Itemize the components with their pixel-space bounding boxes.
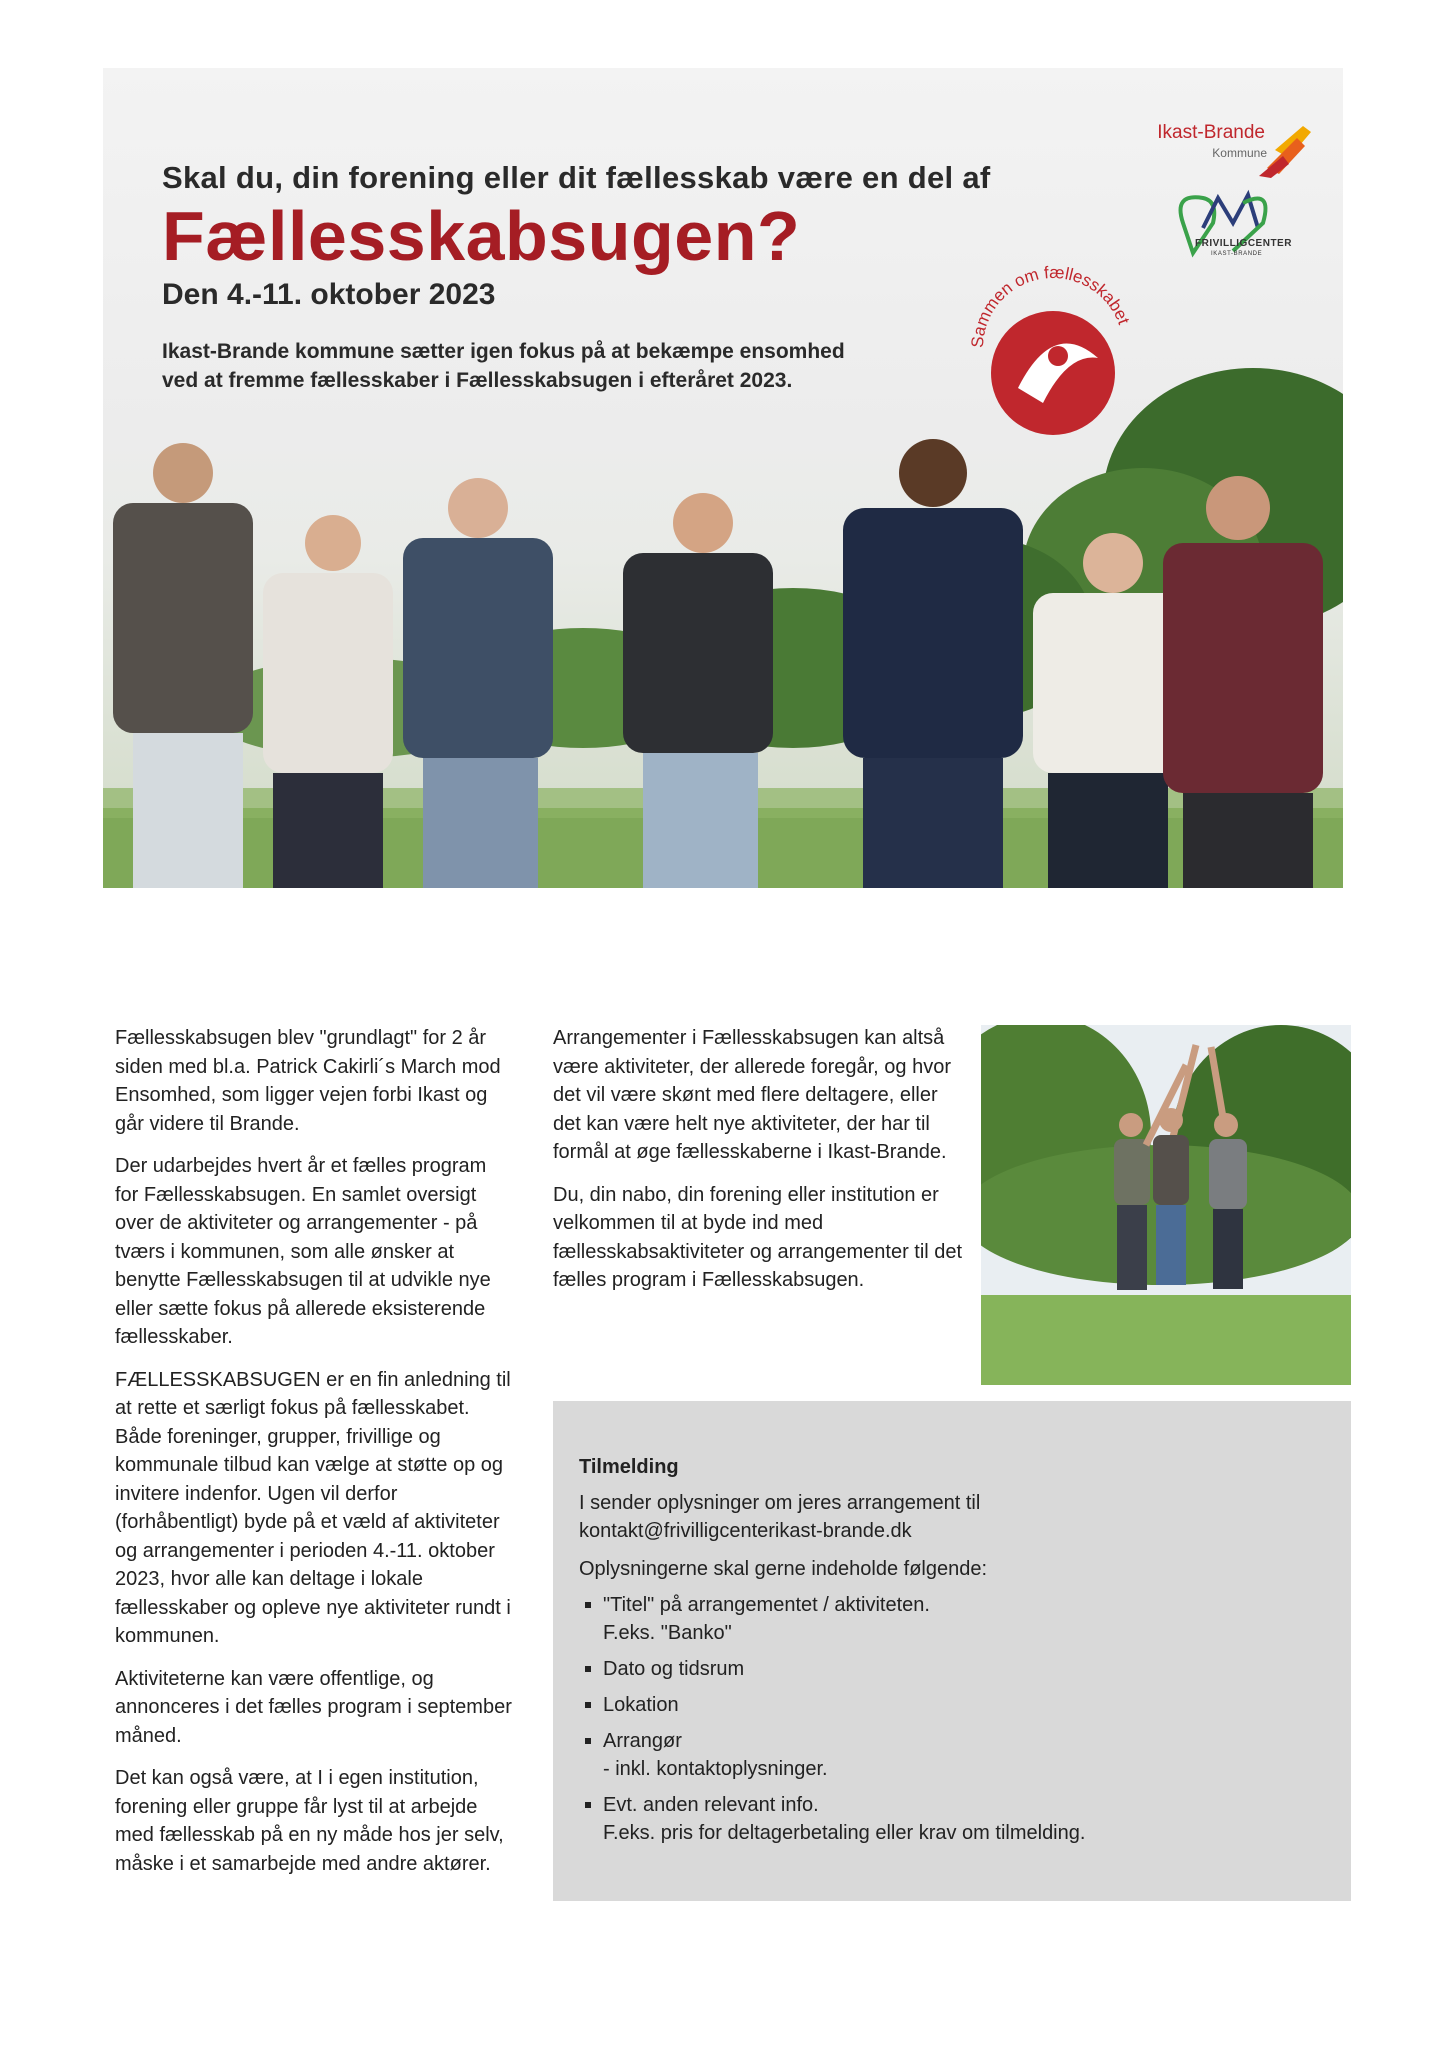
middle-paragraph: Arrangementer i Fællesskabsugen kan altså være aktiviteter, der allerede foregår, og hvor det vil være skønt med flere deltagere, eller det kan være helt nye aktiviteter, der har til formål at øge fællesskaberne i Ikast-Brande.	[553, 1027, 951, 1163]
bullet-icon	[585, 1802, 591, 1808]
signup-item-sub: - inkl. kontaktoplysninger.	[603, 1758, 828, 1780]
frivilligcenter-name: FRIVILLIGCENTER	[1195, 238, 1292, 249]
signup-item-main: Dato og tidsrum	[603, 1658, 745, 1680]
left-paragraph: Det kan også være, at I i egen institution, forening eller gruppe får lyst til at arbejde med fællesskab på en ny måde hos jer selv, måske i et samarbejde med andre aktører.	[115, 1767, 504, 1875]
bullet-icon	[585, 1738, 591, 1744]
signup-content	[579, 1453, 1319, 1855]
middle-paragraph: Du, din nabo, din forening eller institution er velkommen til at byde ind med fællesskabsaktiviteter og arrangementer til det fælles program i Fællesskabsugen.	[553, 1183, 963, 1291]
signup-item-sub: F.eks. "Banko"	[603, 1622, 732, 1644]
left-paragraph: Fællesskabsugen blev "grundlagt" for 2 år siden med bl.a. Patrick Cakirli´s March mod Ensomhed, som ligger vejen forbi Ikast og går videre til Brande.	[115, 1027, 501, 1135]
hero-intro-line-1: Ikast-Brande kommune sætter igen fokus på at bekæmpe ensomhed	[162, 340, 845, 363]
ikast-brande-sub: Kommune	[1212, 146, 1267, 160]
signup-list-item	[579, 1655, 1319, 1683]
left-paragraph: FÆLLESSKABSUGEN er en fin anledning til at rette et særligt fokus på fællesskabet. Både foreninger, grupper, frivillige og kommunale tilbud kan vælge at støtte op og invitere indenfor. Ugen vil derfor (forhåbentligt) byde på et væld af aktiviteter og arrangementer i perioden 4.-11. oktober 2023, hvor alle kan deltage i lokale fællesskaber og opleve nye aktiviteter rundt i kommunen.	[115, 1368, 511, 1647]
signup-box	[553, 1401, 1351, 1901]
left-paragraph: Aktiviteterne kan være offentlige, og annonceres i det fælles program i september måned.	[115, 1667, 512, 1747]
signup-item-main: "Titel" på arrangementet / aktiviteten.	[603, 1594, 930, 1616]
signup-list-item	[579, 1691, 1319, 1719]
signup-title: Tilmelding	[579, 1456, 679, 1478]
jumping-friends-photo	[981, 1025, 1351, 1385]
signup-item-main: Evt. anden relevant info.	[603, 1794, 819, 1816]
hero-kicker: Skal du, din forening eller dit fællesskab være en del af	[162, 160, 991, 195]
signup-email[interactable]: kontakt@frivilligcenterikast-brande.dk	[579, 1520, 912, 1542]
hero-banner	[103, 68, 1343, 888]
signup-item-main: Lokation	[603, 1694, 679, 1716]
middle-column	[553, 1024, 963, 1309]
ikast-brande-name: Ikast-Brande	[1157, 122, 1265, 143]
hero-dates: Den 4.-11. oktober 2023	[162, 278, 496, 311]
bullet-icon	[585, 1602, 591, 1608]
sammen-logo	[958, 238, 1148, 438]
sammen-logo-text: Sammen om fællesskabet	[967, 262, 1134, 349]
bullet-icon	[585, 1702, 591, 1708]
signup-list-item	[579, 1591, 1319, 1647]
signup-list-item	[579, 1727, 1319, 1783]
bullet-icon	[585, 1666, 591, 1672]
signup-list	[579, 1591, 1319, 1847]
signup-item-main: Arrangør	[603, 1730, 682, 1752]
signup-line-1: I sender oplysninger om jeres arrangement til	[579, 1492, 981, 1514]
hero-intro	[162, 338, 982, 396]
hero-headline: Fællesskabsugen?	[162, 197, 801, 275]
frivilligcenter-sub: IKAST-BRANDE	[1211, 251, 1263, 257]
signup-list-item	[579, 1791, 1319, 1847]
left-column	[115, 1024, 515, 1892]
signup-item-sub: F.eks. pris for deltagerbetaling eller krav om tilmelding.	[603, 1822, 1086, 1844]
signup-line-2: Oplysningerne skal gerne indeholde følgende:	[579, 1558, 988, 1580]
hero-intro-line-2: ved at fremme fællesskaber i Fællesskabsugen i efteråret 2023.	[162, 368, 793, 392]
left-paragraph: Der udarbejdes hvert år et fælles program for Fællesskabsugen. En samlet oversigt over de aktiviteter og arrangementer - på tværs i kommunen, som alle ønsker at benytte Fællesskabsugen til at udvikle nye eller sætte fokus på allerede eksisterende fællesskaber.	[115, 1155, 491, 1348]
